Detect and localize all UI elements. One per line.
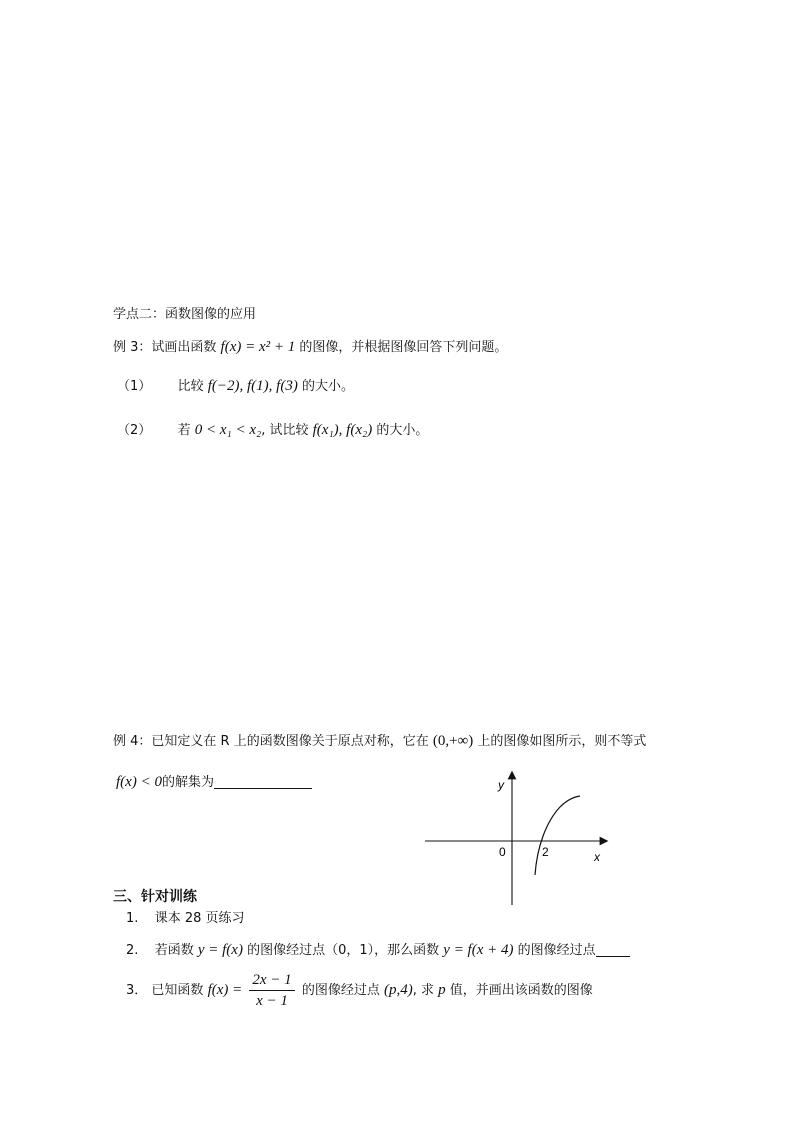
practice-item-1 [126,910,245,928]
item3-p: p [438,982,446,998]
x-axis-label: x [594,850,600,864]
item2-answer-blank[interactable] [596,942,630,957]
example3-statement [113,338,507,357]
q2-suffix: 的大小。 [376,423,429,438]
example3-suffix: 的图像，并根据图像回答下列问题。 [299,340,508,355]
inequality-math: f(x) < 0 [116,774,162,790]
q2-prefix: 若 [177,423,191,438]
practice-item-2 [126,941,630,960]
example4-statement [113,732,646,751]
item3-point: (p,4) [383,982,413,998]
item3-number: 3． [126,983,148,998]
item2-function: y = f(x) [197,942,243,958]
item3-fraction [249,971,294,1010]
item3-middle2: , 求 [412,983,434,998]
item3-prefix: 已知函数 [151,983,204,998]
q2-condition: 0 < x₁ < x₂ [194,422,262,438]
example4-label: 例 4：已知定义在 R 上的函数图像关于原点对称，它在 [113,734,429,749]
fraction-numerator: 2x − 1 [249,971,294,991]
curve [535,796,580,875]
q1-math: f(−2), f(1), f(3) [207,378,298,394]
q1-prefix: 比较 [177,379,204,394]
section2-heading: 学点二：函数图像的应用 [113,307,257,322]
q2-number: （2） [117,423,152,438]
q2-math: f(x₁), f(x₂) [312,422,373,438]
origin-label: 0 [499,845,506,859]
inequality-suffix: 的解集为 [161,775,214,790]
item2-function-shifted: y = f(x + 4) [443,942,514,958]
q2-middle: , 试比较 [261,423,309,438]
practice-item-3 [126,971,593,1010]
practice-heading: 三、针对训练 [113,889,197,905]
item3-lhs: f(x) = [207,982,243,998]
answer-blank[interactable] [214,774,312,789]
q1-number: （1） [117,379,152,394]
y-axis-label: y [498,778,504,792]
item1-number: 1. [126,911,139,926]
item2-suffix: 的图像经过点 [517,943,596,958]
item2-number: 2. [126,943,139,958]
example4-suffix: 上的图像如图所示，则不等式 [477,734,647,749]
item2-prefix: 若函数 [154,943,194,958]
q1-suffix: 的大小。 [301,379,354,394]
example4-interval: (0,+∞) [432,733,474,749]
item1-text: 课本 28 页练习 [154,911,245,926]
example3-function: f(x) = x² + 1 [220,339,296,355]
example3-question2 [117,421,428,440]
tick-label-2: 2 [542,845,549,859]
function-graph [420,765,615,910]
item3-middle: 的图像经过点 [301,983,380,998]
fraction-denominator: x − 1 [256,993,288,1009]
example3-label: 例 3：试画出函数 [113,340,217,355]
example3-question1 [117,377,354,396]
item3-suffix: 值，并画出该函数的图像 [449,983,593,998]
example4-inequality [116,773,312,792]
item2-middle: 的图像经过点（0，1），那么函数 [247,943,440,958]
